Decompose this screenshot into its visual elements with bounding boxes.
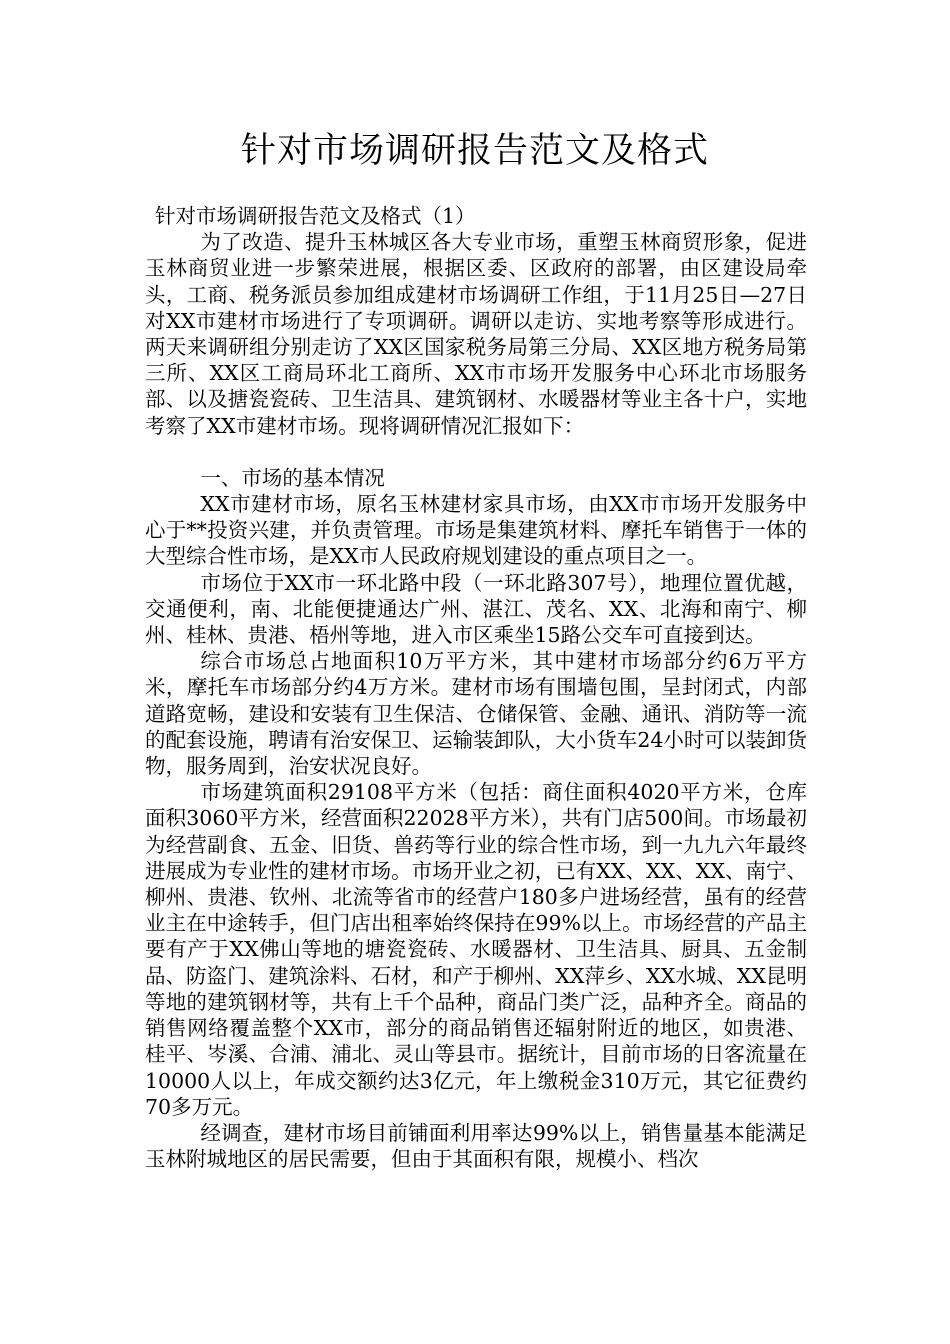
body-paragraph: 综合市场总占地面积10万平方米，其中建材市场部分约6万平方米，摩托车市场部分约4万方米。建材市场有围墙包围，呈封闭式，内部道路宽畅，建设和安装有卫生保洁、仓储保管、金融、通讯、消防等一流的配套设施，聘请有治安保卫、运输装卸队，大小货车24小时可以装卸货物，服务周到，治安状况良好。 (145, 649, 807, 779)
document-title: 针对市场调研报告范文及格式 (240, 131, 709, 171)
body-paragraph: 经调查，建材市场目前铺面利用率达99%以上，销售量基本能满足玉林附城地区的居民需要，但由于其面积有限，规模小、档次 (145, 1120, 807, 1172)
intro-paragraph: 为了改造、提升玉林城区各大专业市场，重塑玉林商贸形象，促进玉林商贸业进一步繁荣进展，根据区委、区政府的部署，由区建设局牵头，工商、税务派员参加组成建材市场调研工作组，于11月25日—27日对XX市建材市场进行了专项调研。调研以走访、实地考察等形成进行。两天来调研组分别走访了XX区国家税务局第三分局、XX区地方税务局第三所、XX区工商局环北工商所、XX市市场开发服务中心环北市场服务部、以及搪瓷瓷砖、卫生洁具、建筑钢材、水暖器材等业主各十户，实地考察了XX市建材市场。现将调研情况汇报如下： (145, 230, 807, 438)
body-paragraph: XX市建材市场，原名玉林建材家具市场，由XX市市场开发服务中心于**投资兴建，并负责管理。市场是集建筑材料、摩托车销售于一体的大型综合性市场，是XX市人民政府规划建设的重点项目之一。 (145, 492, 807, 569)
document-body (145, 203, 807, 1172)
paragraph-spacer (145, 439, 807, 465)
document-subtitle: 针对市场调研报告范文及格式（1） (155, 204, 476, 228)
section-heading: 一、市场的基本情况 (200, 465, 385, 490)
body-paragraph: 市场建筑面积29108平方米（包括：商住面积4020平方米，仓库面积3060平方米，经营面积22028平方米），共有门店500间。市场最初为经营副食、五金、旧货、兽药等行业的综合性市场，到一九九六年最终进展成为专业性的建材市场。市场开业之初，已有XX、XX、XX、南宁、柳州、贵港、钦州、北流等省市的经营户180多户进场经营，虽有的经营业主在中途转手，但门店出租率始终保持在99%以上。市场经营的产品主要有产于XX佛山等地的塘瓷瓷砖、水暖器材、卫生洁具、厨具、五金制品、防盗门、建筑涂料、石材，和产于柳州、XX萍乡、XX水城、XX昆明等地的建筑钢材等，共有上千个品种，商品门类广泛，品种齐全。商品的销售网络覆盖整个XX市，部分的商品销售还辐射附近的地区，如贵港、桂平、岑溪、合浦、浦北、灵山等县市。据统计，目前市场的日客流量在10000人以上，年成交额约达3亿元，年上缴税金310万元，其它征费约70多万元。 (145, 780, 807, 1119)
body-paragraph: 市场位于XX市一环北路中段（一环北路307号），地理位置优越，交通便利，南、北能便捷通达广州、湛江、茂名、XX、北海和南宁、柳州、桂林、贵港、梧州等地，进入市区乘坐15路公交车可直接到达。 (145, 570, 807, 648)
